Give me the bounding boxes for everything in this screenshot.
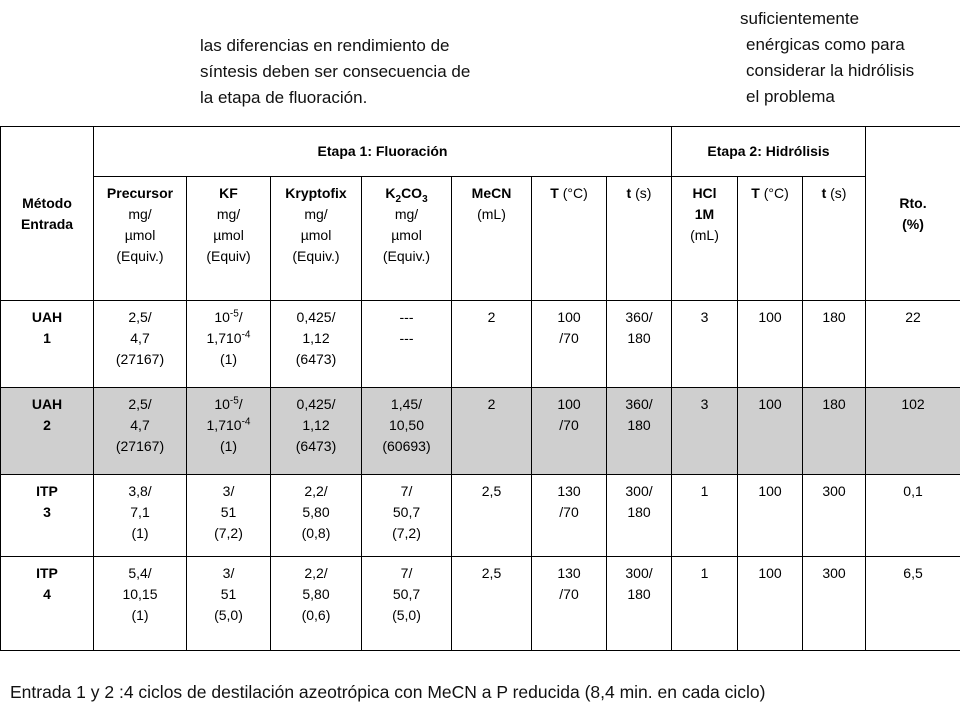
method-header	[1, 127, 94, 301]
k2co3-cell	[362, 475, 452, 557]
mecn-cell: 2	[452, 388, 532, 475]
kryptofix-cell	[271, 301, 362, 388]
header-text: mg/	[128, 206, 152, 222]
cell-text: 1,710	[206, 330, 242, 346]
temp1-cell	[532, 475, 607, 557]
k2co3-cell	[362, 557, 452, 651]
k2co3-cell	[362, 388, 452, 475]
cell-text: 1	[43, 330, 51, 346]
note-line: las diferencias en rendimiento de	[200, 36, 450, 55]
cell-text: 10	[214, 396, 230, 412]
header-text: (Equiv.)	[292, 248, 340, 264]
formula-part: K	[385, 185, 396, 201]
note-hydrolysis	[740, 6, 956, 110]
precursor-cell	[94, 388, 187, 475]
yield-header	[866, 127, 960, 301]
header-text: µmol	[300, 227, 332, 243]
cell-text: 180	[627, 504, 651, 520]
cell-text: 3/	[222, 483, 235, 499]
cell-text: ITP	[36, 483, 58, 499]
cell-text: 360/	[625, 396, 653, 412]
cell-text: 300/	[625, 565, 653, 581]
header-text: Rto.	[899, 194, 927, 211]
k2co3-header	[362, 177, 452, 301]
cell-text: 4,7	[130, 330, 150, 346]
temp1-cell	[532, 388, 607, 475]
cell-text: /	[238, 396, 243, 412]
time2-cell: 180	[803, 301, 866, 388]
header-text: mg/	[216, 206, 241, 222]
cell-text: 1,12	[302, 330, 330, 346]
footnote: Entrada 1 y 2 :4 ciclos de destilación azeotrópica con MeCN a P reducida (8,4 min. en cada ciclo)	[10, 682, 766, 702]
time1-cell	[607, 388, 672, 475]
header-text: Entrada	[20, 215, 74, 232]
formula-part: CO	[401, 185, 423, 201]
note-line: considerar la hidrólisis	[746, 61, 915, 80]
header-text: (s)	[830, 185, 847, 201]
cell-text: 100	[557, 309, 581, 325]
method-cell	[1, 301, 94, 388]
hcl-header	[672, 177, 738, 301]
kf-cell	[187, 301, 271, 388]
k2co3-cell	[362, 301, 452, 388]
header-text: KF	[219, 185, 238, 201]
stage2-header: Etapa 2: Hidrólisis	[672, 127, 866, 177]
header-text: (%)	[902, 215, 924, 232]
cell-text: 1,45/	[390, 396, 423, 412]
header-text: (°C)	[763, 185, 789, 201]
cell-text: 2,2/	[304, 565, 328, 581]
precursor-cell	[94, 557, 187, 651]
mecn-header	[452, 177, 532, 301]
cell-text: UAH	[31, 309, 63, 325]
cell-text: (6473)	[295, 438, 337, 454]
temp1-cell	[532, 557, 607, 651]
cell-text: 10,15	[122, 586, 158, 602]
header-text: (s)	[635, 185, 652, 201]
hcl-cell: 1	[672, 557, 738, 651]
cell-text: (7,2)	[392, 525, 421, 541]
time1-header	[607, 177, 672, 301]
cell-text: 2,2/	[304, 483, 328, 499]
cell-text: 5,80	[302, 586, 330, 602]
cell-text: (7,2)	[214, 525, 243, 541]
kryptofix-cell	[271, 557, 362, 651]
cell-text: (0,8)	[301, 525, 331, 541]
temp2-header	[738, 177, 803, 301]
hcl-cell: 1	[672, 475, 738, 557]
table-row	[1, 557, 960, 651]
kryptofix-header	[271, 177, 362, 301]
header-text: T	[751, 185, 760, 201]
header-text: 1M	[694, 206, 715, 222]
header-text: T	[550, 185, 559, 201]
cell-text: 300/	[625, 483, 653, 499]
cell-text: 7/	[400, 483, 413, 499]
header-text: Precursor	[106, 185, 174, 201]
cell-text: 5,4/	[128, 565, 152, 581]
cell-text: (5,0)	[214, 607, 243, 623]
kf-cell	[187, 475, 271, 557]
header-text: Método	[22, 194, 72, 211]
mecn-cell: 2	[452, 301, 532, 388]
cell-text: (27167)	[115, 351, 165, 367]
cell-text: 180	[627, 330, 651, 346]
header-text: mg/	[304, 206, 328, 222]
cell-text: 3/	[222, 565, 235, 581]
temp2-cell: 100	[738, 557, 803, 651]
header-text: (Equiv.)	[382, 248, 431, 264]
kf-cell	[187, 388, 271, 475]
note-line: síntesis deben ser consecuencia de	[200, 62, 471, 81]
cell-text	[187, 328, 270, 349]
yield-cell: 102	[866, 388, 960, 475]
formula-subscript: 2	[395, 193, 402, 205]
table-row	[1, 388, 960, 475]
time1-cell	[607, 557, 672, 651]
cell-text: ITP	[36, 565, 58, 581]
cell-text: 10	[214, 309, 230, 325]
note-fluorination	[200, 33, 530, 111]
cell-text: (60693)	[382, 438, 431, 454]
time2-cell: 180	[803, 388, 866, 475]
cell-text: ---	[399, 309, 414, 325]
header-text	[362, 183, 451, 204]
method-cell	[1, 475, 94, 557]
header-text: (mL)	[477, 206, 506, 222]
cell-text: 1,12	[302, 417, 330, 433]
kf-cell	[187, 557, 271, 651]
cell-text: (1)	[131, 607, 149, 623]
method-cell	[1, 388, 94, 475]
formula-subscript: 3	[422, 193, 428, 205]
header-text: MeCN	[471, 185, 512, 201]
cell-text: 130	[557, 565, 581, 581]
cell-text: 180	[627, 417, 651, 433]
cell-text: 3,8/	[128, 483, 152, 499]
header-row-2	[1, 177, 960, 301]
temp1-cell	[532, 301, 607, 388]
table-row	[1, 301, 960, 388]
hcl-cell: 3	[672, 388, 738, 475]
superscript: -5	[229, 308, 239, 320]
header-text: t	[626, 185, 632, 201]
cell-text: /70	[559, 504, 579, 520]
cell-text: 10,50	[388, 417, 425, 433]
cell-text: (1)	[219, 438, 238, 454]
header-text: µmol	[213, 227, 244, 243]
cell-text: 4	[43, 586, 51, 602]
cell-text: 130	[557, 483, 581, 499]
cell-text: 180	[627, 586, 651, 602]
time1-cell	[607, 475, 672, 557]
yield-cell: 0,1	[866, 475, 960, 557]
cell-text: 50,7	[392, 586, 421, 602]
note-line: suficientemente	[740, 9, 860, 28]
mecn-cell: 2,5	[452, 475, 532, 557]
cell-text: 50,7	[392, 504, 421, 520]
temp2-cell: 100	[738, 301, 803, 388]
header-text: (Equiv)	[206, 248, 251, 264]
cell-text: (5,0)	[392, 607, 421, 623]
header-text: t	[821, 185, 827, 201]
precursor-cell	[94, 301, 187, 388]
precursor-cell	[94, 475, 187, 557]
temp1-header	[532, 177, 607, 301]
cell-text: 51	[220, 586, 237, 602]
cell-text: /70	[559, 586, 579, 602]
cell-text: (6473)	[295, 351, 337, 367]
header-text: (Equiv.)	[116, 248, 164, 264]
temp2-cell: 100	[738, 388, 803, 475]
cell-text: (0,6)	[301, 607, 331, 623]
cell-text: UAH	[31, 396, 63, 412]
time2-header	[803, 177, 866, 301]
header-row-1	[1, 127, 960, 177]
yield-cell: 22	[866, 301, 960, 388]
cell-text: ---	[399, 330, 414, 346]
hcl-cell: 3	[672, 301, 738, 388]
cell-text: 5,80	[302, 504, 330, 520]
cell-text: 0,425/	[296, 396, 336, 412]
header-text: Kryptofix	[285, 185, 347, 201]
header-text: (°C)	[562, 185, 588, 201]
kf-header	[187, 177, 271, 301]
cell-text: 2	[43, 417, 51, 433]
note-line: el problema	[746, 87, 835, 106]
cell-text: 7,1	[130, 504, 150, 520]
header-text: µmol	[124, 227, 156, 243]
temp2-cell: 100	[738, 475, 803, 557]
cell-text: 100	[557, 396, 581, 412]
cell-text: /	[238, 309, 243, 325]
cell-text: (1)	[219, 351, 238, 367]
time2-cell: 300	[803, 475, 866, 557]
time2-cell: 300	[803, 557, 866, 651]
precursor-header	[94, 177, 187, 301]
yield-cell: 6,5	[866, 557, 960, 651]
cell-text: 360/	[625, 309, 653, 325]
cell-text	[187, 415, 270, 436]
cell-text: 4,7	[130, 417, 150, 433]
cell-text: 0,425/	[296, 309, 336, 325]
table-row	[1, 475, 960, 557]
cell-text: (27167)	[115, 438, 165, 454]
kryptofix-cell	[271, 388, 362, 475]
stage1-header: Etapa 1: Fluoración	[94, 127, 672, 177]
note-line: la etapa de fluoración.	[200, 88, 368, 107]
header-text: µmol	[391, 227, 422, 243]
kryptofix-cell	[271, 475, 362, 557]
cell-text	[187, 307, 270, 328]
synthesis-table	[0, 126, 960, 651]
superscript: -4	[241, 416, 251, 428]
mecn-cell: 2,5	[452, 557, 532, 651]
cell-text: /70	[559, 330, 579, 346]
superscript: -4	[241, 329, 251, 341]
cell-text: 2,5/	[128, 396, 152, 412]
header-text: (mL)	[690, 227, 719, 243]
header-text: HCl	[692, 185, 717, 201]
cell-text	[187, 394, 270, 415]
header-text: mg/	[394, 206, 419, 222]
cell-text: 3	[43, 504, 51, 520]
cell-text: 7/	[400, 565, 413, 581]
superscript: -5	[229, 395, 239, 407]
cell-text: /70	[559, 417, 579, 433]
cell-text: 2,5/	[128, 309, 152, 325]
cell-text: (1)	[131, 525, 149, 541]
cell-text: 1,710	[206, 417, 242, 433]
cell-text: 51	[220, 504, 237, 520]
method-cell	[1, 557, 94, 651]
time1-cell	[607, 301, 672, 388]
note-line: enérgicas como para	[746, 35, 905, 54]
